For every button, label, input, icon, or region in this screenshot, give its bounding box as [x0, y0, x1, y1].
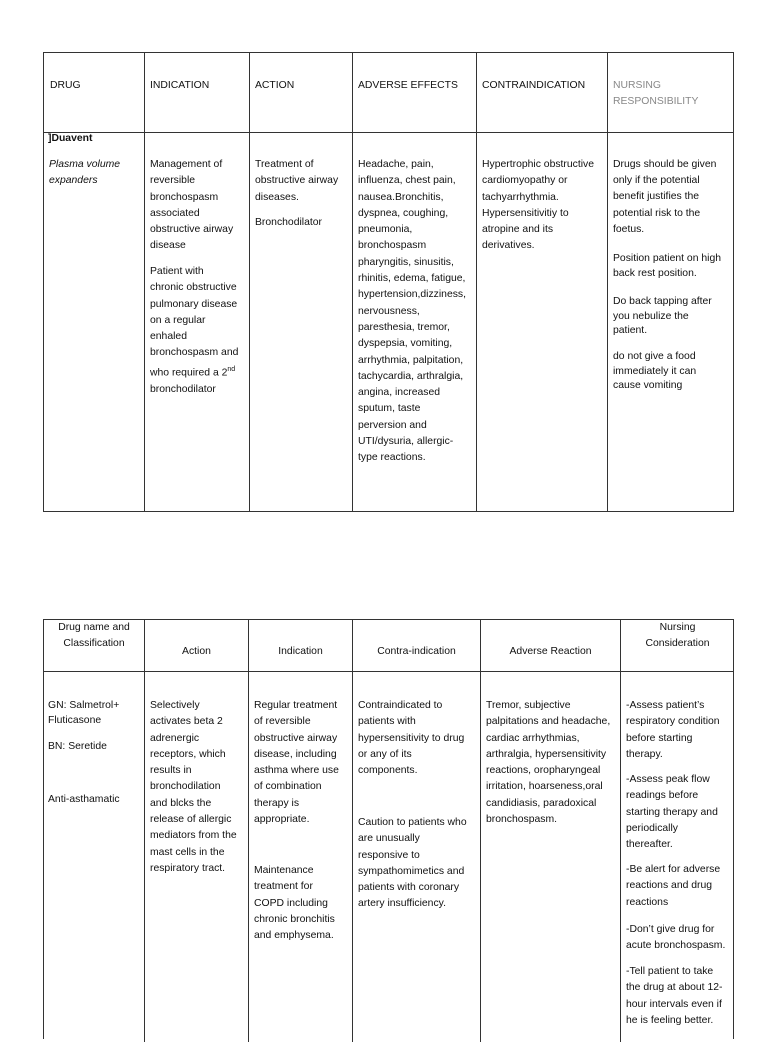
drug-cell	[44, 133, 145, 512]
drug-table-duavent	[43, 52, 734, 512]
action-cell: Treatment of obstructive airway diseases. Bronchodilator	[250, 133, 353, 512]
contra-indication-cell: Contraindicated to patients with hypersensitivity to drug or any of its components. Caution to patients who are unusually responsive to sympathomimetics and patients with coronary artery insufficiency.	[353, 672, 481, 1042]
header-action: Action	[145, 620, 249, 672]
header-indication: INDICATION	[145, 53, 250, 133]
drug-name-cell: GN: Salmetrol+ Fluticasone BN: Seretide Anti-asthamatic	[44, 672, 145, 1042]
header-adverse-reaction: Adverse Reaction	[481, 620, 621, 672]
drug-class: Plasma volume expanders	[49, 159, 121, 187]
drug-name: ]Duavent	[48, 133, 93, 144]
nursing-responsibility-cell: Drugs should be given only if the potential benefit justifies the potential risk to the foetus. Position patient on high back rest position. Do back tapping after you nebulize the patient. do not give a food immediately it can cause vomiting	[613, 159, 722, 391]
drug-table-seretide	[43, 619, 734, 1039]
nursing-consideration-cell: -Assess patient’s respiratory condition before starting therapy. -Assess peak flow readings before starting therapy and periodically thereafter. -Be alert for adverse reactions and drug reactions -Don’t give drug for acute bronchospasm. -Tell patient to take the drug at about 12- hour intervals even if he is feeling better.	[626, 700, 726, 1026]
header-adverse-effects: ADVERSE EFFECTS	[353, 53, 477, 133]
adverse-reaction-cell: Tremor, subjective palpitations and headache, cardiac arrhythmias, arthralgia, hypersensitivity reactions, oropharyngeal irritation, hoarseness,oral candidiasis, paradoxical bronchospasm.	[481, 672, 621, 1042]
header-drug: DRUG	[44, 53, 145, 133]
contraindication-cell: Hypertrophic obstructive cardiomyopathy or tachyarrhythmia. Hypersensitivitiy to atropine and its derivatives.	[477, 133, 608, 512]
indication-cell: Management of reversible bronchospasm associated obstructive airway disease Patient with chronic obstructive pulmonary disease on a regular enhaled bronchospasm and who required a 2nd bronchodilator	[145, 133, 250, 512]
header-contraindication: CONTRAINDICATION	[477, 53, 608, 133]
header-drug-name-classification: Drug name and Classification	[44, 620, 145, 672]
header-indication: Indication	[249, 620, 353, 672]
header-nursing-responsibility: NURSING RESPONSIBILITY	[608, 53, 734, 133]
indication-cell: Regular treatment of reversible obstructive airway disease, including asthma where use of combination therapy is appropriate. Maintenance treatment for COPD including chronic bronchitis and emphysema.	[249, 672, 353, 1042]
adverse-effects-cell: Headache, pain, influenza, chest pain, nausea.Bronchitis, dyspnea, coughing, pneumonia, bronchospasm pharyngitis, sinusitis, rhinitis, edema, fatigue, hypertension,dizziness, nervousness, paresthesia, tremor, dyspepsia, vomiting, arrhythmia, palpitation, tachycardia, arthralgia, angina, increased sputum, taste perversion and UTI/dysuria, allergic- type reactions.	[353, 133, 477, 512]
header-contra-indication: Contra-indication	[353, 620, 481, 672]
header-nursing-consideration: Nursing Consideration	[621, 620, 734, 672]
action-cell: Selectively activates beta 2 adrenergic receptors, which results in bronchodilation and blcks the release of allergic mediators from the mast cells in the respiratory tract.	[145, 672, 249, 1042]
header-action: ACTION	[250, 53, 353, 133]
